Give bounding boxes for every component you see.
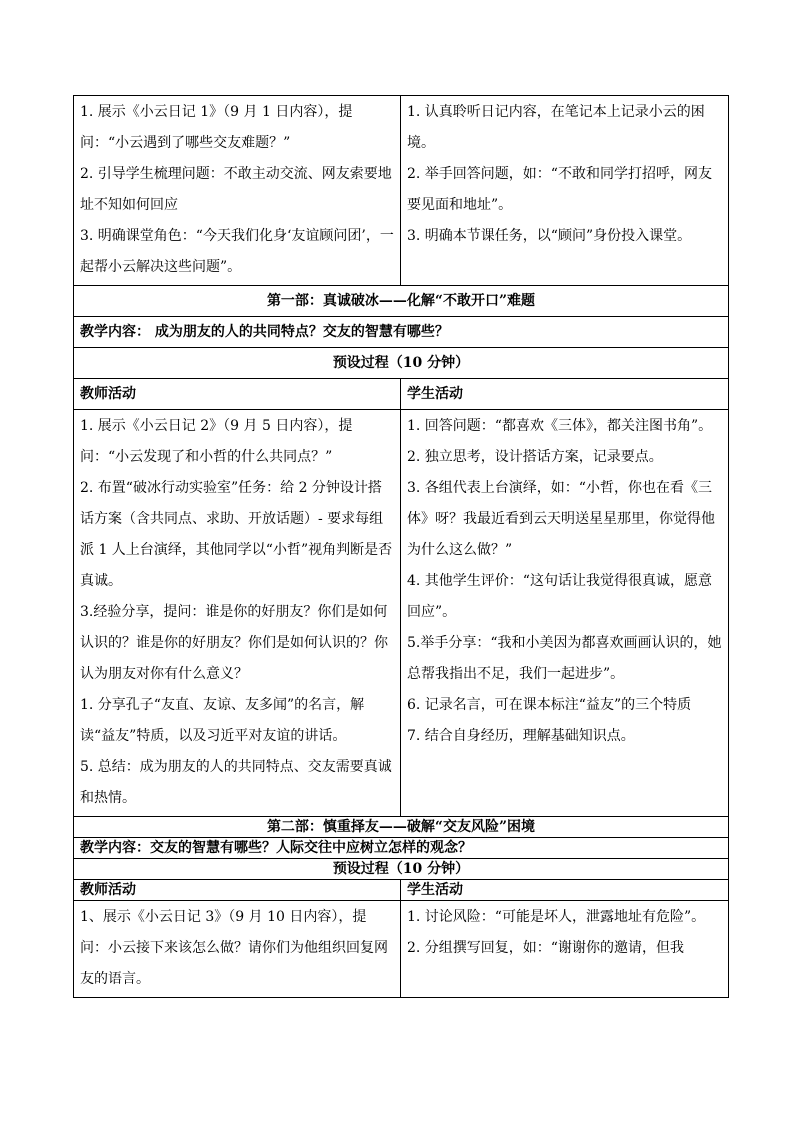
part2-preset: 预设过程（10 分钟）	[74, 859, 729, 880]
part2-title-row	[74, 817, 729, 838]
part1-title-row	[74, 286, 729, 317]
part1-student-item: 2. 独立思考，设计搭话方案，记录要点。	[407, 449, 663, 465]
part1-body-row	[74, 410, 729, 817]
part1-preset-row	[74, 348, 729, 379]
part2-student-cell	[401, 901, 729, 998]
part1-student-item: 6. 记录名言，可在课本标注“益友”的三个特质	[407, 697, 692, 713]
part1-student-item: 3. 各组代表上台演绎，如：“小哲，你也在看《三体》呀？我最近看到云天明送星星那里，你觉得他为什么这么做？”	[407, 480, 715, 558]
intro-teacher-item: 3. 明确课堂角色：“今天我们化身‘友谊顾问团’，一起帮小云解决这些问题”。	[80, 228, 394, 275]
part2-student-head: 学生活动	[401, 880, 729, 901]
part1-head-row	[74, 379, 729, 410]
part2-teacher-item: 1、展示《小云日记 3》（9 月 10 日内容），提问：小云接下来该怎么做？请你们为他组织回复网友的语言。	[80, 909, 388, 987]
part1-teacher-item: 1. 分享孔子“友直、友谅、友多闻”的名言，解读“益友”特质，以及习近平对友谊的讲话。	[80, 697, 365, 744]
part1-teacher-head: 教师活动	[74, 379, 401, 410]
intro-student-item: 3. 明确本节课任务，以“顾问”身份投入课堂。	[407, 228, 692, 244]
part1-teacher-item: 3.经验分享，提问：谁是你的好朋友？你们是如何认识的？谁是你的好朋友？你们是如何认识的？你认为朋友对你有什么意义？	[80, 604, 388, 682]
part1-student-head: 学生活动	[401, 379, 729, 410]
part1-teacher-item: 2. 布置“破冰行动实验室”任务：给 2 分钟设计搭话方案（含共同点、求助、开放话题）- 要求每组派 1 人上台演绎，其他同学以“小哲”视角判断是否真诚。	[80, 480, 393, 589]
intro-row	[74, 96, 729, 286]
part2-content: 教学内容：交友的智慧有哪些？人际交往中应树立怎样的观念？	[74, 838, 729, 859]
part1-student-item: 4. 其他学生评价：“这句话让我觉得很真诚，愿意回应”。	[407, 573, 712, 620]
part1-content: 教学内容： 成为朋友的人的共同特点？交友的智慧有哪些？	[74, 317, 729, 348]
part2-student-item: 2. 分组撰写回复，如：“谢谢你的邀请，但我	[407, 940, 684, 956]
part2-teacher-cell	[74, 901, 401, 998]
intro-student-item: 2. 举手回答问题，如：“不敢和同学打招呼，网友要见面和地址”。	[407, 166, 712, 213]
intro-student-cell	[401, 96, 729, 286]
intro-teacher-item: 2. 引导学生梳理问题：不敢主动交流、网友索要地址不知如何回应	[80, 166, 392, 213]
part2-teacher-head: 教师活动	[74, 880, 401, 901]
intro-student-item: 1. 认真聆听日记内容，在笔记本上记录小云的困境。	[407, 104, 705, 151]
lesson-plan-table	[73, 95, 729, 998]
part1-teacher-item: 5. 总结：成为朋友的人的共同特点、交友需要真诚和热情。	[80, 759, 392, 806]
intro-teacher-item: 1. 展示《小云日记 1》（9 月 1 日内容），提问：“小云遇到了哪些交友难题？”	[80, 104, 353, 151]
part1-content-row	[74, 317, 729, 348]
part1-student-item: 5.举手分享：“我和小美因为都喜欢画画认识的，她总帮我指出不足，我们一起进步”。	[407, 635, 722, 682]
part2-student-item: 1. 讨论风险：“可能是坏人，泄露地址有危险”。	[407, 909, 706, 925]
part1-student-item: 1. 回答问题：“都喜欢《三体》，都关注图书角”。	[407, 418, 713, 434]
intro-teacher-cell	[74, 96, 401, 286]
part2-preset-row	[74, 859, 729, 880]
part2-content-row	[74, 838, 729, 859]
part2-head-row	[74, 880, 729, 901]
part2-body-row	[74, 901, 729, 998]
part2-title: 第二部：慎重择友——破解“交友风险”困境	[74, 817, 729, 838]
part1-title: 第一部：真诚破冰——化解“不敢开口”难题	[74, 286, 729, 317]
part1-student-cell	[401, 410, 729, 817]
part1-teacher-item: 1. 展示《小云日记 2》（9 月 5 日内容），提问：“小云发现了和小哲的什么共同点？”	[80, 418, 353, 465]
part1-teacher-cell	[74, 410, 401, 817]
part1-preset: 预设过程（10 分钟）	[74, 348, 729, 379]
part1-student-item: 7. 结合自身经历，理解基础知识点。	[407, 728, 635, 744]
